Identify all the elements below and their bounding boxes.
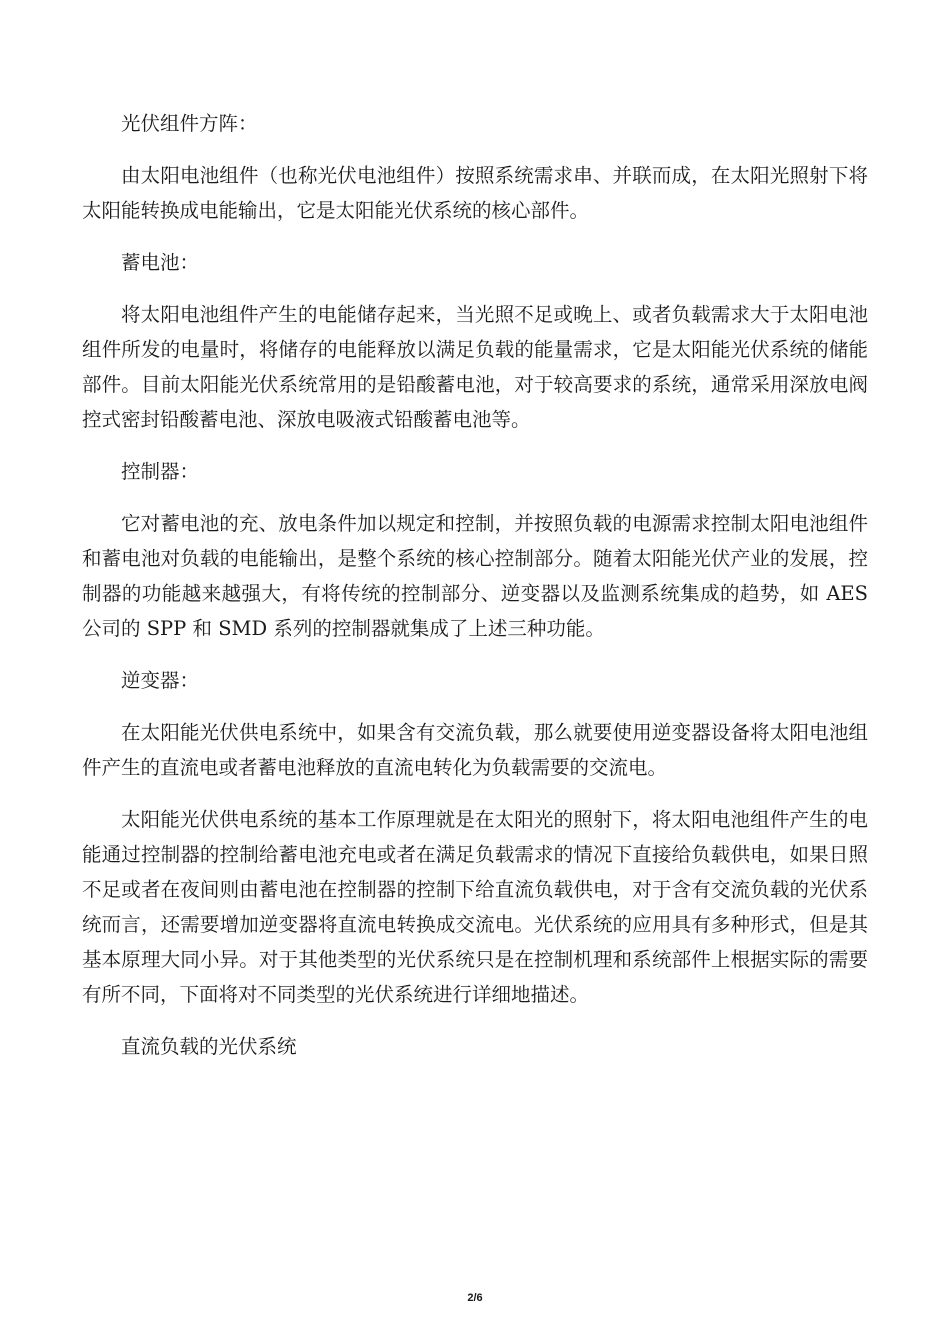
paragraph-battery: 将太阳电池组件产生的电能储存起来，当光照不足或晚上、或者负载需求大于太阳电池组件所发的电量时，将储存的电能释放以满足负载的能量需求，它是太阳能光伏系统的储能部件。目前太阳能光伏系统常用的是铅酸蓄电池，对于较高要求的系统，通常采用深放电阀控式密封铅酸蓄电池、深放电吸液式铅酸蓄电池等。 <box>82 303 868 431</box>
heading-pv-array: 光伏组件方阵： <box>121 112 258 135</box>
page-number: 2/6 <box>467 1292 483 1304</box>
paragraph-controller: 它对蓄电池的充、放电条件加以规定和控制，并按照负载的电源需求控制太阳电池组件和蓄电池对负载的电能输出，是整个系统的核心控制部分。随着太阳能光伏产业的发展，控制器的功能越来越强大，有将传统的控制部分、逆变器以及监测系统集成的趋势，如 AES 公司的 SPP 和 SMD 系列的控制器就集成了上述三种功能。 <box>82 512 868 640</box>
heading-controller: 控制器： <box>121 460 200 483</box>
heading-inverter: 逆变器： <box>121 669 200 692</box>
paragraph-inverter: 在太阳能光伏供电系统中，如果含有交流负载，那么就要使用逆变器设备将太阳电池组件产生的直流电或者蓄电池释放的直流电转化为负载需要的交流电。 <box>82 721 868 779</box>
heading-dc-load-system: 直流负载的光伏系统 <box>121 1035 297 1058</box>
document-body <box>82 106 868 1081</box>
heading-battery: 蓄电池： <box>121 251 200 274</box>
paragraph-pv-array: 由太阳电池组件（也称光伏电池组件）按照系统需求串、并联而成，在太阳光照射下将太阳能转换成电能输出，它是太阳能光伏系统的核心部件。 <box>82 164 868 222</box>
paragraph-working-principle: 太阳能光伏供电系统的基本工作原理就是在太阳光的照射下，将太阳电池组件产生的电能通过控制器的控制给蓄电池充电或者在满足负载需求的情况下直接给负载供电，如果日照不足或者在夜间则由蓄电池在控制器的控制下给直流负载供电，对于含有交流负载的光伏系统而言，还需要增加逆变器将直流电转换成交流电。光伏系统的应用具有多种形式，但是其基本原理大同小异。对于其他类型的光伏系统只是在控制机理和系统部件上根据实际的需要有所不同，下面将对不同类型的光伏系统进行详细地描述。 <box>82 808 868 1006</box>
